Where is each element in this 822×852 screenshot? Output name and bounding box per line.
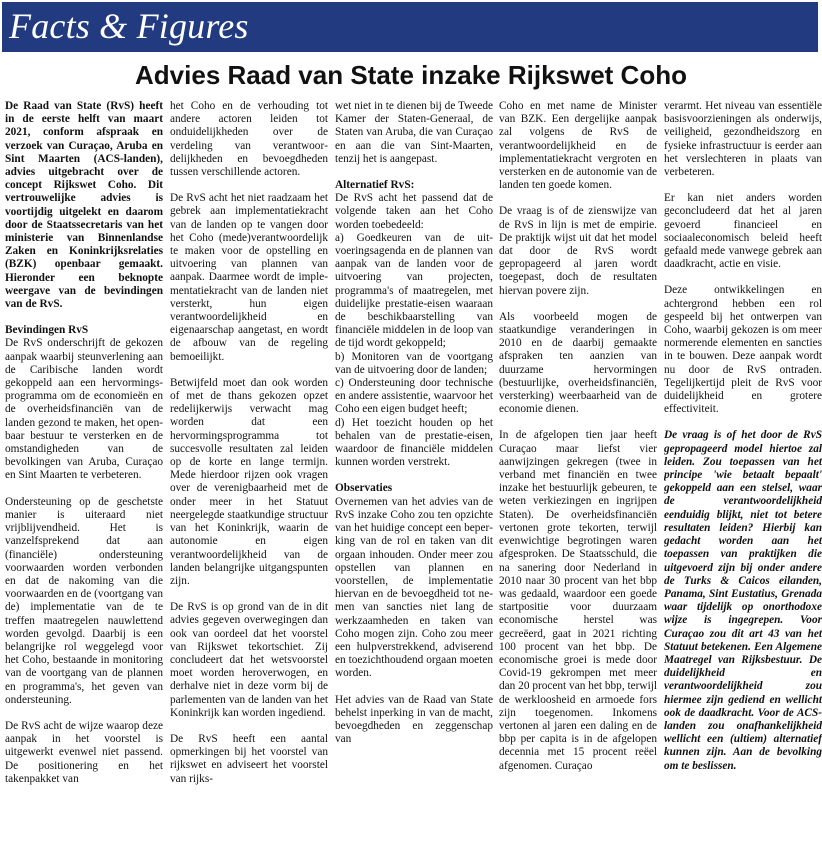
editorial-note: De vraag is of het door de RvS gepropageerd model hiertoe zal leiden. Zou toepassen van het principe 'wie betaalt bepaalt' gekoppeld aan een stelsel, waar de verantwoordelijkheid eenduidig blijkt, niet tot betere resultaten leiden? Hierbij kan gedacht worden aan het toepassen van praktijken die uitgevoerd zijn bij onder andere de Turks & Caicos eilanden, Panama, Sint Eustatius, Grenada waar tijdelijk op onorthodoxe wijze is ingegrepen. Voor Curaçao zou dit art 43 van het Statuut betekenen. Een Algemene Maatregel van Rijksbestuur. De duidelijkheid en verantwoordelijkheid zou hiermee zijn gediend en wellicht ook de daadkracht. Voor de ACS-landen zou onafhankelijkheid wellicht een (ultiem) alternatief kunnen zijn. Aan de bevolking om te beslissen. (664, 429, 822, 772)
paragraph: De RvS heeft een aantal opmerkingen bij het voorstel van rijkswet en adviseert het voorstel van rijks- (170, 732, 328, 785)
paragraph: De vraag is of de zienswijze van de RvS in lijn is met de empirie. De praktijk wijst uit dat het model dat door de RvS wordt gepropageerd al jaren wordt toegepast, doch de resultaten hiervan povere zijn. (499, 205, 657, 297)
paragraph: De RvS acht de wijze waarop deze aanpak in het voorstel is uitgewerkt evenwel niet passend. De positionering en het takenpakket van (5, 719, 163, 785)
lead-paragraph: De Raad van State (RvS) heeft in de eerste helft van maart 2021, conform afspraak en verzoek van Curaçao, Aruba en Sint Maarten (ACS-landen), advies uitgebracht over de concept Rijkswet Coho. Dit vertrouwelijke advies is voortijdig uitgelekt en daarom door de Staatssecretaris van het ministerie van Binnenlandse Zaken en Koninkrijksrelaties (BZK) openbaar gemaakt. Hieronder een beknopte weergave van de bevindingen van de RvS. (5, 100, 163, 311)
paragraph: De RvS acht het niet raadzaam het gebrek aan implementatiekracht van de landen op te vangen door het Coho (mede)verantwoordelijk te maken voor de opstelling en uitvoering van plannen van aanpak. Daarmee wordt de implementatiekracht van de landen niet versterkt, hun eigen verantwoordelijkheid en eigenaarschap aangetast, en wordt de afbouw van de regeling bemoeilijkt. (170, 192, 328, 363)
section-banner (2, 2, 818, 52)
paragraph: De RvS onderschrijft de gekozen aanpak waarbij steunverlening aan de Caribische landen wordt gekoppeld aan een hervormingsprogramma om de economieën en de overheidsfinanciën van de landen gezond te maken, het openbaar bestuur te versterken en de omstandigheden van de bevolkingen van Aruba, Curaçao en Sint Maarten te verbeteren. (5, 337, 163, 482)
article-column-4 (499, 100, 657, 850)
subheading: Bevindingen RvS (5, 324, 89, 337)
paragraph: wet niet in te dienen bij de Tweede Kamer der Staten-Generaal, de Staten van Aruba, die van Curaçao en aan die van Sint-Maarten, tenzij het is aangepast. (335, 100, 493, 165)
article-column-3 (335, 100, 493, 850)
paragraph: d) Het toezicht houden op het behalen van de prestatie-eisen, waardoor de financiële middelen kunnen worden verstrekt. (335, 416, 493, 469)
paragraph: Als voorbeeld mogen de staatkundige veranderingen in 2010 en de daarbij gemaakte afspraken ten aanzien van duurzame hervormingen (bestuurlijke, overheidsfinanciën, versterking) weerbaarheid van de economie dienen. (499, 310, 657, 416)
subheading: Observaties (335, 482, 393, 495)
paragraph: verarmt. Het niveau van essentiële basisvoorzieningen als onderwijs, veiligheid, gezondheidszorg en fysieke infrastructuur is eerder aan het verslechteren in plaats van verbeteren. (664, 100, 822, 179)
paragraph: Deze ontwikkelingen en achtergrond hebben een rol gespeeld bij het ontwerpen van Coho, waarbij gekozen is om meer normerende elementen en sancties in te bouwen. Deze aanpak wordt nu door de RvS ontraden. Tegelijkertijd pleit de RvS voor duidelijkheid en grotere effectiviteit. (664, 284, 822, 416)
paragraph: het Coho en de verhouding tot andere actoren leiden tot onduidelijkheden over de verdeling van verantwoordelijkheden en bevoegdheden tussen verschillende actoren. (170, 100, 328, 179)
paragraph: De RvS acht het passend dat de volgende taken aan het Coho worden toebedeeld: (335, 192, 493, 231)
paragraph: Er kan niet anders worden geconcludeerd dat het al jaren gevoerd financieel en sociaaleconomisch beleid heeft gefaald mede vanwege gebrek aan daadkracht, actie en visie. (664, 192, 822, 271)
paragraph: In de afgelopen tien jaar heeft Curaçao maar liefst vier aanwijzingen gekregen (twee in verband met financiën en twee inzake het bestuurlijk gebeuren, te weten verkiezingen en ingrijpen Staten). De overheidsfinanciën vertonen grote tekorten, terwijl evenwichtige begrotingen waren afgesproken. De Staatsschuld, die na sanering door Nederland in 2010 naar 30 procent van het bbp was gedaald, waardoor een goede startpositie voor duurzaam economische herstel was gecreëerd, gaat in 2021 richting 100 procent van het bbp. De economische groei is mede door Covid-19 gekrompen met meer dan 20 procent van het bbp, terwijl de werkloosheid en armoede fors zijn toegenomen. Inkomens vertonen al jaren een daling en de bbp per capita is in de afgelopen decennia met 15 procent reëel afgenomen. Curaçao (499, 429, 657, 772)
article-column-5 (664, 100, 822, 850)
section-title: Facts & Figures (9, 6, 249, 46)
paragraph: a) Goedkeuren van de uitvoeringsagenda en de plannen van aanpak van de landen voor de uitvoering van projecten, programma's of maatregelen, met duidelijke prestatie-eisen waaraan de beschikbaarstelling van financiële middelen in de loop van de tijd wordt gekoppeld; (335, 231, 493, 350)
paragraph: Ondersteuning op de geschetste manier is uiteraard niet vrijblijvendheid. Het is vanzelfsprekend dat aan (financiële) ondersteuning voorwaarden worden verbonden en dat de nakoming van die voorwaarden en de (voortgang van de) implementatie van de te treffen maatregelen nauwlettend worden gevolgd. Daarbij is een belangrijke rol weggelegd voor het Coho, bestaande in monitoring van de voortgang van de plannen en programma's, het geven van ondersteuning. (5, 495, 163, 706)
article-column-2 (170, 100, 328, 850)
subheading: Alternatief RvS: (335, 179, 415, 192)
article-column-1 (5, 100, 163, 850)
paragraph: Coho en met name de Minister van BZK. Een dergelijke aanpak zal volgens de RvS de verantwoordelijkheid en de implementatiekracht vergroten en versterken en de autonomie van de landen ten goede komen. (499, 100, 657, 192)
paragraph: De RvS is op grond van de in dit advies gegeven overwegingen dan ook van oordeel dat het voorstel van Rijkswet tekortschiet. Zij concludeert dat het wetsvoorstel moet worden heroverwogen, en derhalve niet in deze vorm bij de parlementen van de landen van het Koninkrijk kan worden ingediend. (170, 601, 328, 719)
article-headline: Advies Raad van State inzake Rijkswet Coho (135, 60, 687, 90)
paragraph: Betwijfeld moet dan ook worden of met de thans gekozen opzet redelijkerwijs verwacht mag worden dat een hervormingsprogramma tot succesvolle resultaten zal leiden op de korte en lange termijn. Mede hierdoor rijzen ook vragen over de verenigbaarheid met de onder meer in het Statuut neergelegde staatkundige structuur van het Koninkrijk, waarin de autonomie en eigen verantwoordelijkheid van de landen belangrijke uitgangspunten zijn. (170, 376, 328, 587)
paragraph: Het advies van de Raad van State behelst inperking in van de macht, bevoegdheden en zeggenschap van (335, 693, 493, 746)
paragraph: c) Ondersteuning door technische en andere assistentie, waarvoor het Coho een eigen budget heeft; (335, 377, 493, 416)
paragraph: Overnemen van het advies van de RvS inzake Coho zou ten opzichte van het huidige concept een beperking van de rol en taken van dit orgaan inhouden. Onder meer zou opstellen van plannen en voorstellen, de implementatie hiervan en de bevoegdheid tot nemen van sancties niet lang de werkzaamheden en taken van Coho mogen zijn. Coho zou meer een hulpverstrekkend, adviserend en toezichthoudend orgaan moeten worden. (335, 495, 493, 680)
paragraph: b) Monitoren van de voortgang van de uitvoering door de landen; (335, 350, 493, 376)
